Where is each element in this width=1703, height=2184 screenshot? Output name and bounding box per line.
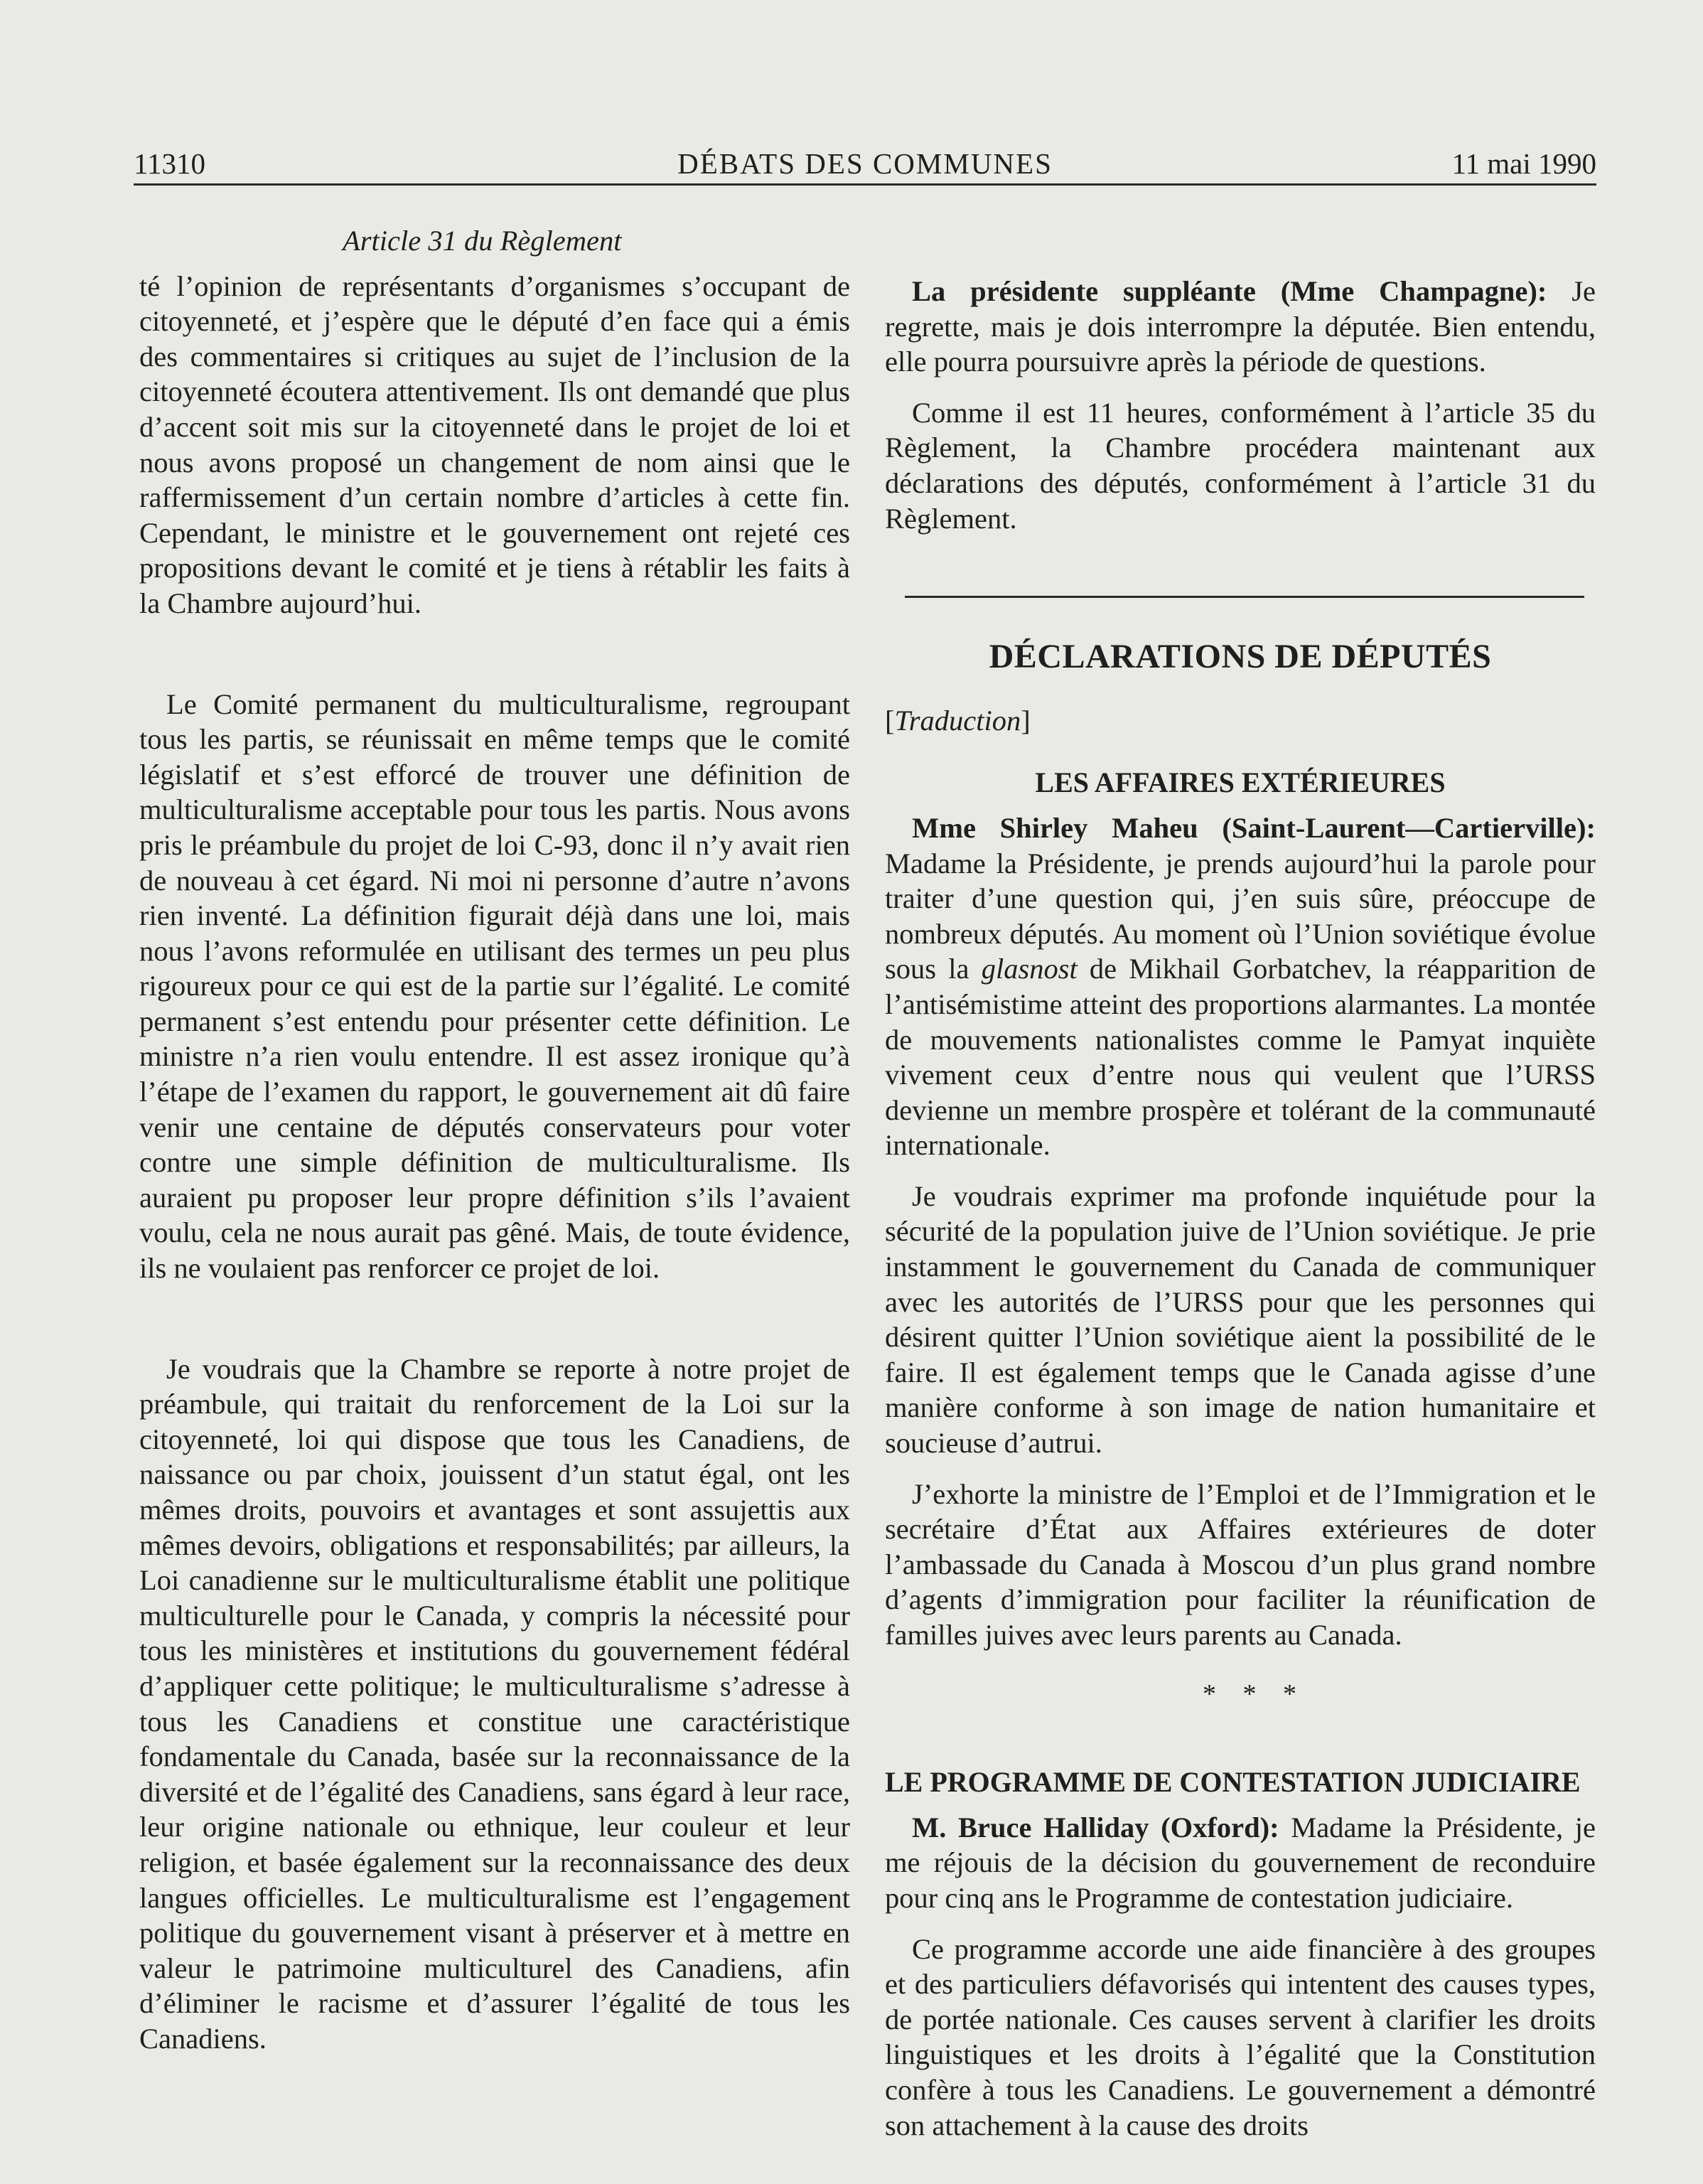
paragraph-continued: té l’opinion de représentants d’organismes s’occupant de citoyenneté, et j’espère que le député d’en face qui a émis des commentaires si critiques au sujet de l’inclusion de la citoyenneté écoutera attentivement. Ils ont demandé que plus d’accent soit mis sur la citoyenneté dans le projet de loi et nous avons proposé un changement de nom ainsi que le raffermissement d’un certain nombre d’articles à cette fin. Cependant, le ministre et le gouvernement ont rejeté ces propositions devant le comité et je tiens à rétablir les faits à la Chambre aujourd’hui. [139,269,850,619]
speech-text: Madame la Présidente, je prends aujourd’hui la parole pour traiter d’une question qui, j’en suis sûre, préoccupe de nombreux députés. Au moment où l’Union soviétique évolue sous la [885,847,1596,985]
paragraph: Ce programme accorde une aide financière à des groupes et des particuliers défavorisés qui intentent des causes types, de portée nationale. Ces causes servent à clarifier les droits linguistiques et les droits à l’égalité que la Constitution confère à tous les Canadiens. Le gouvernement a démontré son attachement à la cause des droits [885,1932,1596,2141]
paragraph: Je voudrais que la Chambre se reporte à notre projet de préambule, qui traitait du renforcement de la Loi sur la citoyenneté, loi qui dispose que tous les Canadiens, de naissance ou par choix, jouissent d’un statut égal, ont les mêmes droits, pouvoirs et avantages et sont assujettis aux mêmes devoirs, obligations et responsabilités; par ailleurs, la Loi canadienne sur le multiculturalisme établit une politique multiculturelle pour le Canada, y compris la nécessité pour tous les ministères et institutions du gouvernement fédéral d’appliquer cette politique; le multiculturalisme s’adresse à tous les Canadiens et constitue une caractéristique fondamentale du Canada, basée sur la reconnaissance de la diversité et de l’égalité des Canadiens, sans égard à leur race, leur origine nationale ou ethnique, leur couleur et leur religion, et basée également sur la reconnaissance des deux langues officielles. Le multiculturalisme est l’engagement politique du gouvernement visant à préserver et à mettre en valeur le patrimoine multiculturel des Canadiens, afin d’éliminer le racisme et d’assurer l’égalité de tous les Canadiens. [139,1352,850,2055]
speaker-name: La présidente suppléante (Mme Champagne): [912,275,1547,307]
paragraph [885,274,1596,380]
page-header [134,141,1596,186]
subheading: LES AFFAIRES EXTÉRIEURES [1035,766,1446,799]
speech-text: Madame la Présidente, je me réjouis de la décision du gouvernement de reconduire pour cinq ans le Programme de contestation judiciaire. [885,1811,1596,1914]
paragraph [885,810,1596,1163]
paragraph: J’exhorte la ministre de l’Emploi et de l’Immigration et le secrétaire d’État aux Affaires extérieures de doter l’ambassade du Canada à Moscou d’un plus grand nombre d’agents d’immigration pour faciliter la réunification de familles juives avec leurs parents au Canada. [885,1477,1596,1651]
speaker-name: Mme Shirley Maheu (Saint-Laurent—Cartierville): [912,811,1596,844]
emphasis: glasnost [981,953,1078,985]
paragraph: Comme il est 11 heures, conformément à l’article 35 du Règlement, la Chambre procédera maintenant aux déclarations des députés, conformément à l’article 31 du Règlement. [885,396,1596,535]
speaker-name: M. Bruce Halliday (Oxford): [912,1811,1279,1843]
separator-stars: * * * [1203,1679,1306,1709]
paragraph: Je voudrais exprimer ma profonde inquiétude pour la sécurité de la population juive de l’Union soviétique. Je prie instamment le gouvernement du Canada de communiquer avec les autorités de l’URSS pour que les personnes qui désirent quitter l’Union soviétique aient la possibilité de le faire. Il est également temps que le Canada agisse d’une manière conforme à son image de nation humanitaire et soucieuse d’autrui. [885,1179,1596,1460]
speech-text: de Mikhail Gorbatchev, la réapparition de l’antisémistime atteint des proportions alarmantes. La montée de mouvements nationalistes comme le Pamyat inquiète vivement ceux d’entre nous qui veulent que l’URSS devienne un membre prospère et tolérant de la communauté internationale. [885,953,1596,1162]
section-divider [905,596,1584,598]
speech-text: Je regrette, mais je dois interrompre la députée. Bien entendu, elle pourra poursuivre après la période de questions. [885,275,1596,378]
translation-label: Traduction [894,704,1021,737]
left-column [139,220,850,2057]
section-title: DÉCLARATIONS DE DÉPUTÉS [989,638,1492,676]
subheading: LE PROGRAMME DE CONTESTATION JUDICIAIRE [885,1766,1581,1799]
publication-title: DÉBATS DES COMMUNES [677,147,1053,180]
rubric: Article 31 du Règlement [343,225,622,257]
translation-note: [Traduction] [885,704,1031,737]
paragraph: Le Comité permanent du multiculturalisme, regroupant tous les partis, se réunissait en même temps que le comité législatif et s’est efforcé de trouver une définition de multiculturalisme acceptable pour tous les partis. Nous avons pris le préambule du projet de loi C-93, donc il n’y avait rien de nouveau à cet égard. Ni moi ni personne d’autre n’avons rien inventé. La définition figurait déjà dans une loi, mais nous l’avons reformulée en utilisant des termes un peu plus rigoureux pour ce qui est de la partie sur l’égalité. Le comité permanent s’est entendu pour présenter cette définition. Le ministre n’a rien voulu entendre. Il est assez ironique qu’à l’étape de l’examen du rapport, le gouvernement ait dû faire venir une centaine de députés conservateurs pour voter contre une simple définition de multiculturalisme. Ils auraient pu proposer leur propre définition s’ils l’avaient voulu, cela ne nous aurait pas gêné. Mais, de toute évidence, ils ne voulaient pas renforcer ce projet de loi. [139,687,850,1285]
paragraph [885,1810,1596,1916]
right-column [885,220,1596,2143]
page-number: 11310 [134,147,205,180]
publication-date: 11 mai 1990 [1451,147,1596,180]
